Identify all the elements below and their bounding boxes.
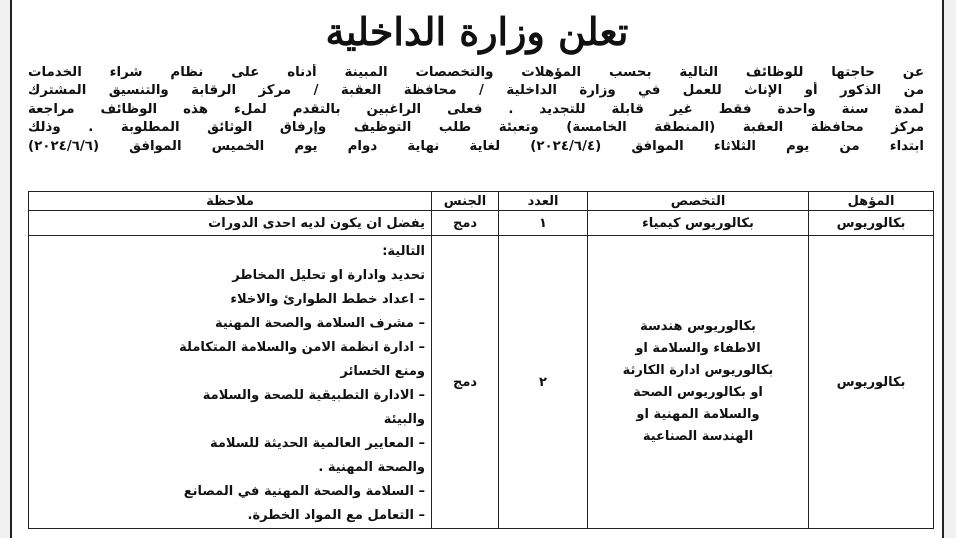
- header-count: العدد: [499, 192, 588, 211]
- table-row: [29, 211, 934, 236]
- specialization-line: بكالوريوس هندسة: [640, 319, 756, 334]
- table-row: [29, 236, 934, 529]
- cell-qualification: بكالوريوس: [809, 211, 934, 236]
- announcement-page: [10, 0, 944, 538]
- cell-specialization: بكالوريوس كيمياء: [588, 211, 809, 236]
- announcement-title: تعلن وزارة الداخلية: [325, 9, 629, 54]
- notes-line: – التعامل مع المواد الخطرة.: [247, 508, 425, 523]
- intro-line: لمدة سنة واحدة فقط غير قابلة للتجديد . فعلى الراغبين بالتقدم لملء هذه الوظائف مراجعة: [28, 101, 924, 117]
- specialization-line: او بكالوريوس الصحة: [633, 385, 763, 400]
- jobs-table: [28, 191, 934, 529]
- intro-line: مركز محافظة العقبة (المنطقة الخامسة) وتعبئة طلب التوظيف وإرفاق الوثائق المطلوبة . وذلك: [28, 120, 924, 136]
- cell-specialization: [588, 236, 809, 529]
- header-gender: الجنس: [432, 192, 499, 211]
- intro-paragraph: [28, 64, 924, 156]
- notes-line: – اعداد خطط الطوارئ والاخلاء: [230, 292, 425, 307]
- table-header-row: [29, 192, 934, 211]
- notes-line: – الادارة التطبيقية للصحة والسلامة: [202, 388, 425, 403]
- specialization-line: الاطفاء والسلامة او: [635, 341, 761, 356]
- notes-line: – مشرف السلامة والصحة المهنية: [214, 316, 425, 331]
- specialization-line: الهندسة الصناعية: [642, 429, 754, 444]
- notes-line: – المعايير العالمية الحديثة للسلامة: [209, 436, 425, 451]
- cell-notes: يفضل ان يكون لديه احدى الدورات: [29, 211, 432, 236]
- cell-gender: دمج: [432, 236, 499, 529]
- intro-line: عن حاجتها للوظائف التالية بحسب المؤهلات والتخصصات المبينة أدناه على نظام شراء الخدمات: [28, 65, 924, 80]
- notes-line: ومنع الخسائر: [340, 364, 425, 379]
- notes-line: – ادارة انظمة الامن والسلامة المتكاملة: [179, 340, 425, 355]
- cell-gender: دمج: [432, 211, 499, 236]
- header-specialization: التخصص: [588, 192, 809, 211]
- notes-line: – السلامة والصحة المهنية في المصانع: [183, 484, 425, 499]
- intro-line: ابتداء من يوم الثلاثاء الموافق (٢٠٢٤/٦/٤) لغاية نهاية دوام يوم الخميس الموافق (٢٠٢٤/٦/٦): [28, 138, 924, 154]
- header-qualification: المؤهل: [809, 192, 934, 211]
- notes-line: والصحة المهنية .: [318, 460, 425, 475]
- notes-line: التالية:: [382, 244, 425, 259]
- specialization-line: بكالوريوس ادارة الكارثة: [622, 363, 774, 378]
- cell-qualification: بكالوريوس: [809, 236, 934, 529]
- cell-count: ١: [499, 211, 588, 236]
- cell-count: ٢: [499, 236, 588, 529]
- header-notes: ملاحظة: [29, 192, 432, 211]
- intro-line: من الذكور أو الإناث للعمل في وزارة الداخلية / محافظة العقبة / مركز الرقابة والتنسيق المشترك: [28, 83, 924, 99]
- notes-line: تحديد وادارة او تحليل المخاطر: [232, 268, 425, 283]
- cell-notes: [29, 236, 432, 529]
- notes-line: والبيئة: [383, 412, 425, 427]
- specialization-line: والسلامة المهنية او: [636, 407, 760, 422]
